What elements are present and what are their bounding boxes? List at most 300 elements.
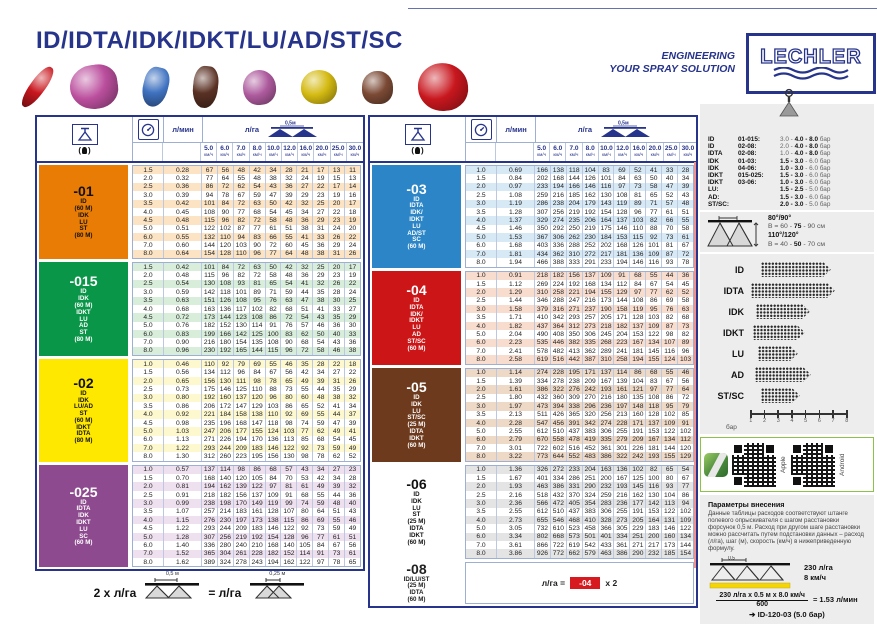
- rate-cell: 194: [550, 183, 566, 191]
- axis-tick: [805, 410, 807, 418]
- rate-cell: 26: [328, 233, 344, 241]
- pressure-cell: 3.0: [476, 402, 486, 410]
- speed-header-cell: 12.0 км/ч: [615, 143, 631, 161]
- rate-cell: 204: [582, 466, 598, 474]
- flow-cell: 2.13: [496, 411, 534, 419]
- rate-cell: 144: [613, 297, 629, 305]
- rate-cell: 144: [249, 347, 265, 355]
- size-range: 02-08:: [738, 150, 757, 158]
- rate-cell: 122: [280, 444, 296, 452]
- pressure-cell: 6.0: [143, 330, 153, 338]
- rate-cell: 109: [645, 250, 661, 258]
- rate-cell: 89: [677, 339, 693, 347]
- rate-cell: 115: [201, 271, 217, 279]
- rate-cell: 101: [598, 174, 614, 182]
- rate-cell: 39: [312, 377, 328, 385]
- block-nozzle-type: SC: [79, 532, 88, 540]
- block-nozzle-type: AD/ST: [407, 229, 426, 237]
- table-row: [466, 288, 693, 296]
- droplet-row-label: IDTA: [723, 285, 744, 296]
- rate-cell: 104: [629, 377, 645, 385]
- pressure-cell: 7.0: [143, 242, 153, 250]
- table-row: [466, 174, 693, 182]
- block-size-code: -05: [406, 378, 427, 395]
- block-nozzle-type: (80 M): [74, 437, 93, 445]
- rate-cell: 137: [629, 322, 645, 330]
- rate-cell: 146: [582, 183, 598, 191]
- rate-cell: 130: [645, 491, 661, 499]
- rate-cell: 310: [534, 288, 550, 296]
- block-rows: [132, 465, 361, 568]
- rate-cell: 77: [201, 174, 217, 182]
- rate-cell: 82: [265, 305, 281, 313]
- flow-cell: 0.69: [496, 166, 534, 174]
- flow-cell: 1.08: [496, 191, 534, 199]
- droplet-size-row: [700, 322, 868, 343]
- rate-cell: 209: [629, 436, 645, 444]
- rate-cell: 235: [201, 419, 217, 427]
- rate-cell: 173: [598, 297, 614, 305]
- speed-header-cell: 25.0 км/ч: [331, 143, 347, 161]
- rate-cell: 183: [249, 444, 265, 452]
- spray-height-text: 80°/90° B = 60 - 75 - 90 см 110°/120° B = 40 - 50 - 70 см: [768, 214, 826, 248]
- page-title: ID/IDTA/IDK/IDKT/LU/AD/ST/SC: [36, 27, 403, 54]
- block-nozzle-type: (60 M): [407, 243, 426, 251]
- rate-cell: 36: [296, 271, 312, 279]
- rate-cell: 151: [201, 297, 217, 305]
- nozzle-size-block-04: [372, 271, 694, 365]
- rate-cell: 200: [645, 533, 661, 541]
- block-nozzle-type: IDK: [411, 400, 422, 408]
- rate-cell: 156: [201, 377, 217, 385]
- flow-cell: 2.79: [496, 436, 534, 444]
- rate-cell: 501: [582, 533, 598, 541]
- rate-cell: 36: [344, 491, 360, 499]
- rate-cell: 91: [312, 550, 328, 558]
- flow-unit-header: л/мин: [497, 117, 536, 142]
- flow-cell: 1.03: [163, 427, 201, 435]
- rate-cell: 130: [233, 322, 249, 330]
- pressure-values: 1.5 - 2.5 - 5.0 бар: [780, 186, 831, 194]
- rate-cell: 193: [613, 482, 629, 490]
- rate-cell: 100: [265, 330, 281, 338]
- speed-header-row: [133, 142, 363, 161]
- rate-cell: 26: [344, 250, 360, 258]
- rate-cell: 197: [233, 516, 249, 524]
- rate-cell: 114: [296, 550, 312, 558]
- rate-cell: 23: [328, 271, 344, 279]
- table-row: [133, 297, 360, 305]
- rate-cell: 125: [629, 474, 645, 482]
- rate-cell: 88: [265, 385, 281, 393]
- axis-tick: [764, 410, 766, 418]
- rate-cell: 194: [265, 558, 281, 566]
- rate-cell: 293: [566, 313, 582, 321]
- rate-cell: 158: [613, 305, 629, 313]
- pressure-cell: 1.0: [143, 466, 153, 474]
- rate-cell: 293: [201, 524, 217, 532]
- table-row: [133, 208, 360, 216]
- rate-cell: 293: [201, 444, 217, 452]
- flow-cell: 2.55: [496, 508, 534, 516]
- rate-cell: 81: [629, 191, 645, 199]
- rate-cell: 405: [566, 499, 582, 507]
- block-nozzle-type: IDTA: [409, 525, 424, 532]
- rate-cell: 193: [598, 385, 614, 393]
- flow-cell: 0.64: [163, 250, 201, 258]
- rate-cell: 276: [201, 516, 217, 524]
- rate-cell: 84: [249, 368, 265, 376]
- rate-cell: 168: [582, 280, 598, 288]
- rate-cell: 336: [550, 242, 566, 250]
- rate-cell: 155: [661, 452, 677, 460]
- flow-cell: 2.73: [496, 516, 534, 524]
- rate-cell: 93: [233, 280, 249, 288]
- nozzle-photo-idkt: [191, 65, 220, 109]
- rate-cell: 58: [677, 297, 693, 305]
- rate-cell: 23: [328, 216, 344, 224]
- block-nozzle-type: IDK: [78, 295, 89, 303]
- pressure-cell: 3.0: [143, 288, 153, 296]
- rate-cell: 116: [598, 183, 614, 191]
- rate-cell: 115: [201, 216, 217, 224]
- rate-cell: 290: [582, 482, 598, 490]
- note-badge: -04: [570, 577, 600, 589]
- nozzle-photos: [30, 58, 468, 116]
- rate-cell: 168: [265, 541, 281, 549]
- model-name: ID: [708, 136, 715, 143]
- block-nozzle-type: IDKT: [409, 216, 424, 223]
- rate-cell: 62: [312, 427, 328, 435]
- block-nozzle-type: (60 M): [74, 416, 93, 424]
- rate-cell: 97: [629, 288, 645, 296]
- rate-cell: 108: [645, 394, 661, 402]
- rate-cell: 122: [661, 508, 677, 516]
- flow-cell: 0.76: [163, 322, 201, 330]
- rate-cell: 335: [582, 339, 598, 347]
- rate-cell: 236: [613, 499, 629, 507]
- pressure-cell: 8.0: [476, 453, 486, 461]
- rate-cell: 143: [598, 200, 614, 208]
- rate-cell: 153: [645, 427, 661, 435]
- rate-cell: 383: [582, 508, 598, 516]
- block-nozzle-type: ID: [413, 491, 420, 499]
- block-nozzle-type: ST: [412, 511, 421, 519]
- rate-cell: 124: [661, 355, 677, 363]
- nozzle-glyph: ( ): [411, 145, 424, 155]
- block-nozzle-type: IDK: [411, 497, 422, 505]
- table-row: [133, 516, 360, 524]
- rate-cell: 128: [265, 508, 281, 516]
- table-row: [466, 541, 693, 549]
- pressure-range-row: [708, 150, 866, 157]
- rate-cell: 87: [233, 225, 249, 233]
- rate-cell: 182: [265, 550, 281, 558]
- rate-cell: 69: [613, 166, 629, 174]
- rate-cell: 194: [582, 288, 598, 296]
- pressure-cell: 2.5: [143, 183, 153, 191]
- rate-cell: 219: [233, 533, 249, 541]
- rate-cell: 102: [661, 411, 677, 419]
- flow-cell: 0.92: [163, 410, 201, 418]
- pressure-cell: 4.0: [143, 305, 153, 313]
- droplet-size-panel: [700, 254, 874, 434]
- pressure-cell: 2.5: [476, 394, 486, 402]
- rate-cell: 43: [328, 338, 344, 346]
- rate-cell: 89: [629, 200, 645, 208]
- rate-cell: 446: [550, 339, 566, 347]
- rate-cell: 247: [201, 427, 217, 435]
- rate-cell: 107: [661, 339, 677, 347]
- nozzle-size-block-05: [372, 368, 694, 462]
- nozzle-glyph: ( ): [78, 145, 91, 155]
- flow-cell: 0.46: [163, 360, 201, 368]
- rate-cell: 165: [233, 347, 249, 355]
- rate-cell: 63: [629, 174, 645, 182]
- rate-cell: 163: [201, 305, 217, 313]
- rate-cell: 137: [598, 369, 614, 377]
- rate-cell: 94: [677, 499, 693, 507]
- size-range: 01-015:: [738, 136, 761, 143]
- rate-cell: 433: [598, 541, 614, 549]
- pressure-cell: 3.5: [143, 402, 153, 410]
- table-row: [133, 288, 360, 296]
- table-body: [37, 163, 363, 569]
- rate-cell: 35: [312, 288, 328, 296]
- rate-cell: 120: [217, 241, 233, 249]
- flow-cell: 0.32: [163, 174, 201, 182]
- speed-header-cell: 5.0 км/ч: [534, 143, 550, 161]
- rate-cell: 251: [629, 533, 645, 541]
- rate-cell: 79: [677, 402, 693, 410]
- half-spacing-formula: [35, 573, 365, 600]
- axis-label: бар: [726, 424, 737, 431]
- rate-cell: 102: [249, 305, 265, 313]
- block-label: [372, 465, 461, 559]
- axis-tick-label: 2: [762, 418, 767, 424]
- pressure-cell: 3.0: [476, 305, 486, 313]
- rate-cell: 78: [677, 258, 693, 266]
- size-range: 01-03:: [738, 157, 757, 165]
- flow-cell: 2.28: [496, 419, 534, 427]
- droplet-row-label: ID: [735, 264, 744, 275]
- rate-cell: 30: [344, 322, 360, 330]
- rate-cell: 142: [201, 288, 217, 296]
- rate-cell: 56: [280, 368, 296, 376]
- rate-cell: 310: [598, 355, 614, 363]
- rate-cell: 122: [280, 524, 296, 532]
- block-nozzle-type: (60 M): [74, 204, 93, 212]
- rate-cell: 161: [249, 508, 265, 516]
- rate-cell: 47: [661, 183, 677, 191]
- rate-cell: 63: [280, 297, 296, 305]
- rate-cell: 117: [233, 305, 249, 313]
- rate-cell: 309: [566, 394, 582, 402]
- flow-cell: 1.39: [496, 377, 534, 385]
- rate-cell: 118: [645, 402, 661, 410]
- rate-cell: 262: [566, 233, 582, 241]
- rate-cell: 258: [613, 355, 629, 363]
- rate-cell: 56: [677, 377, 693, 385]
- rate-cell: 301: [613, 444, 629, 452]
- rate-cell: 547: [534, 419, 550, 427]
- rate-cell: 279: [613, 436, 629, 444]
- rate-cell: 192: [582, 208, 598, 216]
- table-row: [466, 452, 693, 460]
- rate-cell: 179: [582, 200, 598, 208]
- rate-cell: 379: [534, 305, 550, 313]
- droplet-row-label: AD: [731, 369, 744, 380]
- rate-cell: 388: [550, 258, 566, 266]
- table-row: [466, 258, 693, 266]
- rate-cell: 326: [534, 466, 550, 474]
- table-row: [466, 233, 693, 241]
- rate-cell: 39: [344, 419, 360, 427]
- block-nozzle-type: (80 M): [74, 335, 93, 343]
- table-row: [466, 427, 693, 435]
- rate-cell: 312: [201, 452, 217, 460]
- pressure-gauge-icon: [471, 119, 492, 140]
- rate-cell: 68: [312, 436, 328, 444]
- params-diagram: [708, 556, 866, 590]
- rate-cell: 52: [344, 452, 360, 460]
- rate-cell: 306: [550, 233, 566, 241]
- model-name: LU:: [708, 186, 719, 194]
- block-nozzle-type: IDKT: [409, 317, 424, 325]
- rate-cell: 32: [296, 200, 312, 208]
- rate-cell: 387: [582, 355, 598, 363]
- rate-cell: 115: [280, 516, 296, 524]
- rate-cell: 72: [265, 241, 281, 249]
- block-size-code: -025: [69, 483, 98, 500]
- block-nozzle-type: ID: [80, 198, 87, 206]
- rate-cell: 95: [249, 297, 265, 305]
- rate-cell: 366: [598, 524, 614, 532]
- rate-cell: 36: [280, 183, 296, 191]
- rate-cell: 164: [598, 216, 614, 224]
- table-row: [133, 541, 360, 549]
- rate-cell: 30: [328, 297, 344, 305]
- rate-cell: 77: [296, 427, 312, 435]
- rate-cell: 108: [613, 191, 629, 199]
- rate-cell: 81: [280, 482, 296, 490]
- droplet-size-arrow: [761, 262, 831, 277]
- rate-cell: 146: [613, 225, 629, 233]
- block-rows: [132, 359, 361, 462]
- table-row: [133, 524, 360, 532]
- pressure-cell: 1.5: [476, 474, 486, 482]
- rate-cell: 129: [677, 452, 693, 460]
- flow-cell: 0.54: [163, 280, 201, 288]
- size-range: 04-06:: [738, 164, 757, 172]
- rate-cell: 29: [328, 241, 344, 249]
- rate-cell: 535: [534, 339, 550, 347]
- table-row: [133, 368, 360, 376]
- rate-cell: 271: [201, 436, 217, 444]
- pressure-cell: 2.0: [143, 483, 153, 491]
- rate-cell: 67: [645, 280, 661, 288]
- pressure-cell: 3.5: [476, 411, 486, 419]
- flow-cell: 1.29: [496, 288, 534, 296]
- model-name: IDTA: [708, 150, 723, 158]
- formula-result: = 1.53 л/мин: [812, 595, 858, 605]
- speed-header-row: [466, 142, 696, 161]
- rate-cell: 124: [265, 427, 281, 435]
- pressure-cell: 4.5: [143, 216, 153, 224]
- rate-cell: 84: [629, 280, 645, 288]
- pressure-values: 3.0 - 4.0 - 8.0 бар: [780, 136, 831, 143]
- rate-cell: 22: [344, 233, 360, 241]
- rate-cell: 136: [217, 305, 233, 313]
- rate-cell: 329: [534, 216, 550, 224]
- block-nozzle-type: IDK: [78, 211, 89, 219]
- block-size-code: -03: [406, 180, 427, 197]
- rate-cell: 137: [249, 491, 265, 499]
- rate-cell: 102: [629, 466, 645, 474]
- rate-cell: 218: [534, 272, 550, 280]
- rate-cell: 41: [344, 427, 360, 435]
- rate-cell: 170: [249, 436, 265, 444]
- flow-cell: 0.65: [163, 377, 201, 385]
- rate-cell: 350: [534, 225, 550, 233]
- rate-cell: 134: [201, 368, 217, 376]
- rate-cell: 110: [217, 233, 233, 241]
- brand-tagline: [565, 50, 735, 76]
- pressure-cell: 1.5: [476, 377, 486, 385]
- table-row: [466, 436, 693, 444]
- rate-cell: 386: [550, 482, 566, 490]
- pressure-values: 1.5 - 3.0 - 6.0 бар: [780, 172, 831, 180]
- rate-cell: 122: [201, 225, 217, 233]
- rate-cell: 36: [312, 241, 328, 249]
- pressure-cell: 2.0: [476, 289, 486, 297]
- block-nozzle-type: LU: [79, 315, 88, 323]
- rate-cell: 473: [534, 402, 550, 410]
- pressure-cell: 2.0: [476, 386, 486, 394]
- spray-height-panel: [700, 212, 874, 252]
- rate-cell: 31: [328, 250, 344, 258]
- rate-cell: 122: [677, 524, 693, 532]
- rate-cell: 44: [328, 491, 344, 499]
- rate-cell: 228: [249, 550, 265, 558]
- flow-cell: 1.15: [163, 516, 201, 524]
- rate-cell: 39: [280, 191, 296, 199]
- rate-cell: 19: [328, 191, 344, 199]
- droplet-size-row: [700, 364, 868, 385]
- rate-cell: 137: [613, 216, 629, 224]
- rate-cell: 45: [677, 280, 693, 288]
- rate-cell: 350: [566, 330, 582, 338]
- flow-cell: 2.04: [496, 330, 534, 338]
- rate-cell: 69: [312, 516, 328, 524]
- rate-cell: 139: [233, 482, 249, 490]
- rate-cell: 177: [233, 427, 249, 435]
- flow-cell: 1.28: [163, 533, 201, 541]
- table-row: [133, 305, 360, 313]
- rate-cell: 64: [312, 508, 328, 516]
- rate-cell: 156: [265, 452, 281, 460]
- axis-tick-label: 4: [790, 418, 794, 424]
- rate-cell: 217: [645, 541, 661, 549]
- rate-cell: 146: [265, 524, 281, 532]
- table-row: [133, 533, 360, 541]
- params-formula: [708, 592, 866, 608]
- axis-tick: [791, 410, 793, 418]
- rate-cell: 137: [582, 272, 598, 280]
- rate-cell: 132: [201, 233, 217, 241]
- rate-cell: 130: [201, 280, 217, 288]
- rate-cell: 261: [233, 550, 249, 558]
